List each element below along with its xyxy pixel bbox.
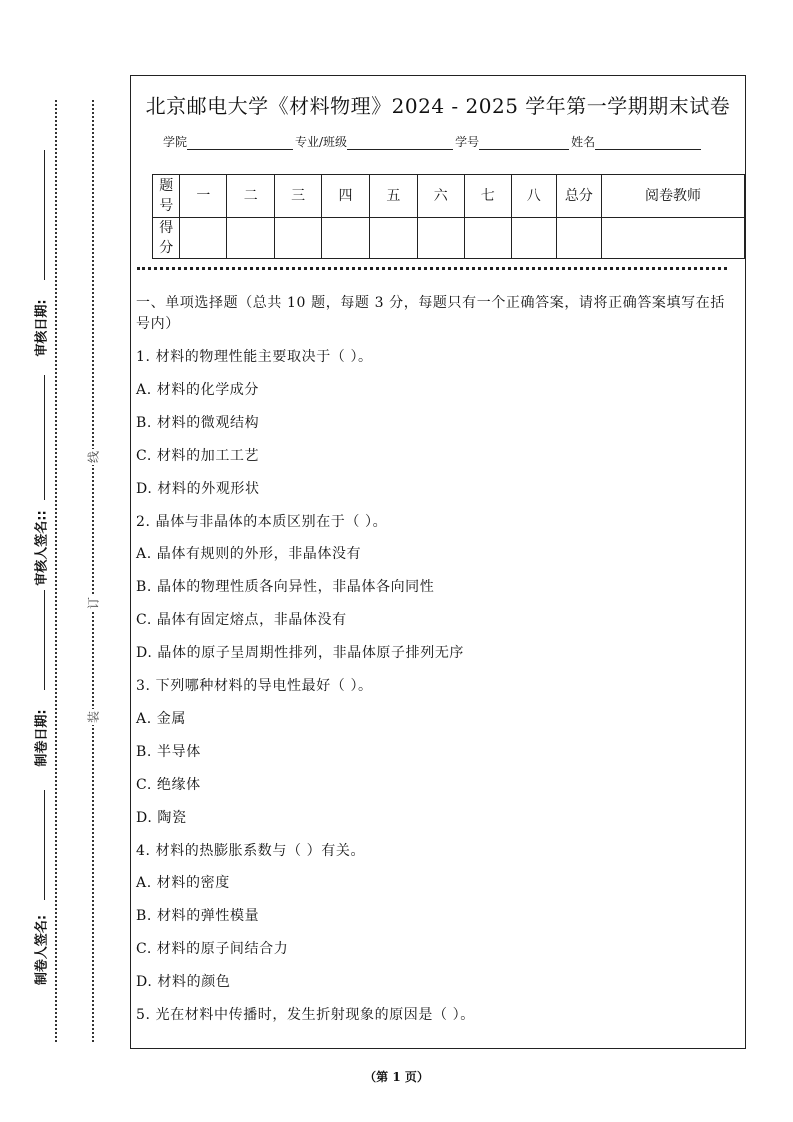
student-info [163, 133, 703, 150]
score-col-header: 八 [511, 175, 556, 218]
answer-option: C. 材料的原子间结合力 [136, 941, 289, 958]
section-heading: 一、单项选择题（总共 10 题，每题 3 分，每题只有一个正确答案，请将正确答案填写在括号内） [136, 295, 725, 332]
make-date-label: 制卷日期: [34, 709, 50, 767]
score-col-header: 七 [464, 175, 511, 218]
answer-option: D. 材料的颜色 [136, 974, 231, 991]
score-table [152, 174, 745, 259]
answer-option: A. 晶体有规则的外形，非晶体没有 [136, 546, 362, 563]
page-number: （第 1 页） [364, 1070, 429, 1084]
binding-char: 订 [86, 596, 101, 610]
score-col-header: 二 [227, 175, 275, 218]
score-col-header: 总分 [556, 175, 601, 218]
major-field[interactable] [347, 136, 453, 150]
header-label: 题号 [153, 175, 180, 218]
id-label: 学号 [455, 135, 480, 149]
name-label: 姓名 [571, 135, 596, 149]
binding-char: 装 [86, 710, 101, 724]
maker-sign-line [44, 790, 45, 900]
score-cell[interactable] [511, 218, 556, 259]
answer-option: B. 材料的微观结构 [136, 414, 260, 431]
college-label: 学院 [163, 135, 188, 149]
review-date-line [44, 150, 45, 280]
answer-option: B. 半导体 [136, 743, 201, 760]
college-field[interactable] [187, 136, 293, 150]
answer-option: C. 材料的加工工艺 [136, 447, 260, 464]
score-cell[interactable] [227, 218, 275, 259]
score-cell[interactable] [602, 218, 745, 259]
answer-option: C. 绝缘体 [136, 776, 201, 793]
score-cell[interactable] [322, 218, 370, 259]
answer-option: A. 材料的密度 [136, 875, 230, 892]
question: 2. 晶体与非晶体的本质区别在于（ ）。 [136, 513, 388, 530]
score-cell[interactable] [369, 218, 417, 259]
answer-option: B. 晶体的物理性质各向异性，非晶体各向同性 [136, 579, 435, 596]
review-date-label: 审核日期: [34, 299, 50, 357]
separator-dots [137, 267, 727, 270]
major-label: 专业/班级 [295, 135, 348, 149]
make-date-line [44, 590, 45, 690]
row-label: 得分 [153, 218, 180, 259]
score-cell[interactable] [556, 218, 601, 259]
reviewer-sign-label: 审核人签名:: [34, 510, 50, 586]
answer-option: A. 材料的化学成分 [136, 381, 260, 398]
answer-option: D. 材料的外观形状 [136, 480, 260, 497]
answer-option: D. 晶体的原子呈周期性排列，非晶体原子排列无序 [136, 645, 465, 662]
answer-option: A. 金属 [136, 710, 187, 727]
binding-dotted-line [92, 100, 94, 1042]
question: 4. 材料的热膨胀系数与（ ）有关。 [136, 842, 366, 859]
question: 5. 光在材料中传播时，发生折射现象的原因是（ ）。 [136, 1007, 475, 1023]
answer-option: B. 材料的弹性模量 [136, 908, 260, 925]
score-cell[interactable] [464, 218, 511, 259]
score-cell[interactable] [180, 218, 227, 259]
maker-sign-label: 制卷人签名: [34, 914, 50, 986]
question: 1. 材料的物理性能主要取决于（ ）。 [136, 349, 373, 365]
binding-char: 线 [86, 450, 101, 464]
score-col-header: 阅卷教师 [602, 175, 745, 218]
score-cell[interactable] [275, 218, 322, 259]
answer-option: C. 晶体有固定熔点，非晶体没有 [136, 612, 347, 629]
score-col-header: 五 [369, 175, 417, 218]
exam-frame [130, 75, 746, 1049]
margin-dotted-line [55, 100, 57, 1042]
question: 3. 下列哪种材料的导电性最好（ ）。 [136, 678, 373, 694]
exam-title: 北京邮电大学《材料物理》2024 - 2025 学年第一学期期末试卷 [145, 94, 731, 118]
score-col-header: 六 [417, 175, 464, 218]
reviewer-sign-line [44, 375, 45, 500]
score-col-header: 一 [180, 175, 227, 218]
score-col-header: 四 [322, 175, 370, 218]
name-field[interactable] [595, 136, 701, 150]
answer-option: D. 陶瓷 [136, 809, 187, 826]
id-field[interactable] [479, 136, 569, 150]
score-col-header: 三 [275, 175, 322, 218]
score-cell[interactable] [417, 218, 464, 259]
